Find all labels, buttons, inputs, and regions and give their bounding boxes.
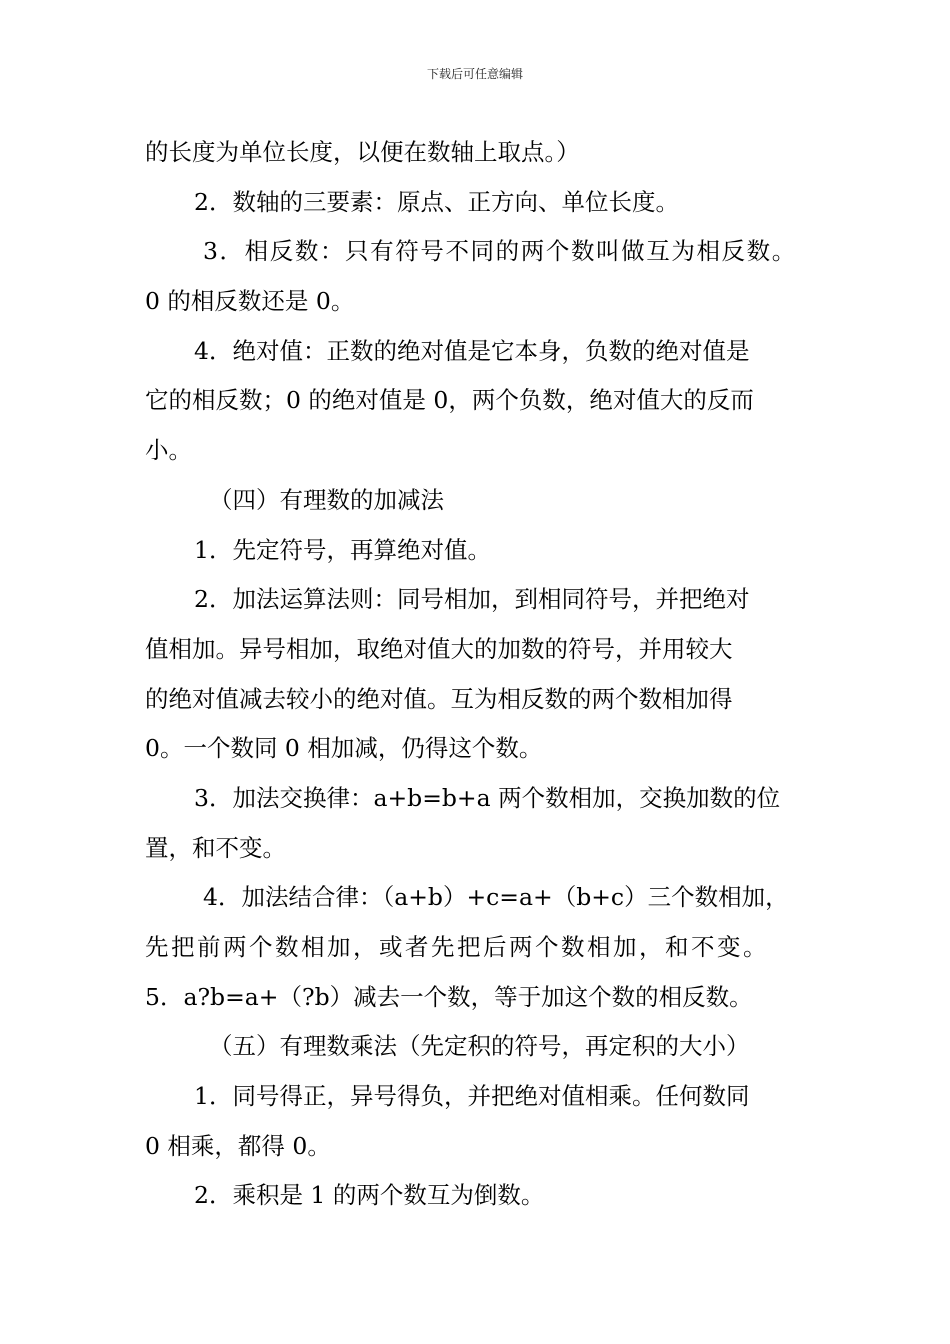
text-line: 0。一个数同 0 相加减，仍得这个数。 [145,734,543,763]
text-line: 0 的相反数还是 0。 [145,287,355,316]
text-line: 1．同号得正，异号得负，并把绝对值相乘。任何数同 [194,1082,750,1111]
text-line: 的长度为单位长度，以便在数轴上取点。） [145,138,580,166]
text-line: 它的相反数；0 的绝对值是 0，两个负数，绝对值大的反而 [145,386,754,415]
text-line: 置，和不变。 [145,833,286,862]
text-line: 值相加。异号相加，取绝对值大的加数的符号，并用较大 [145,634,733,663]
text-line: 小。 [145,436,192,465]
text-line: 3．加法交换律：a+b=b+a 两个数相加，交换加数的位 [194,783,781,812]
text-line: 2．乘积是 1 的两个数互为倒数。 [194,1181,545,1210]
text-line: 1．先定符号，再算绝对值。 [194,535,491,564]
text-line: 的绝对值减去较小的绝对值。互为相反数的两个数相加得 [145,684,733,713]
text-line: 0 相乘，都得 0。 [145,1131,331,1160]
text-line: 4．绝对值：正数的绝对值是它本身，负数的绝对值是 [194,336,750,365]
text-line: 4．加法结合律：（a+b）+c=a+（b+c）三个数相加， [203,883,789,912]
document-body [145,128,825,1221]
section-heading: （四）有理数的加减法 [209,485,444,514]
text-line: 5．a?b=a+（?b）减去一个数，等于加这个数的相反数。 [145,982,753,1011]
text-line: 2．加法运算法则：同号相加，到相同符号，并把绝对 [194,585,750,614]
text-line: 3．相反数：只有符号不同的两个数叫做互为相反数。 [203,237,797,266]
text-line: 2．数轴的三要素：原点、正方向、单位长度。 [194,187,679,216]
page-header: 下载后可任意编辑 [426,67,523,81]
section-heading: （五）有理数乘法（先定积的符号，再定积的大小） [209,1032,750,1061]
text-line: 先把前两个数相加，或者先把后两个数相加，和不变。 [145,933,769,961]
